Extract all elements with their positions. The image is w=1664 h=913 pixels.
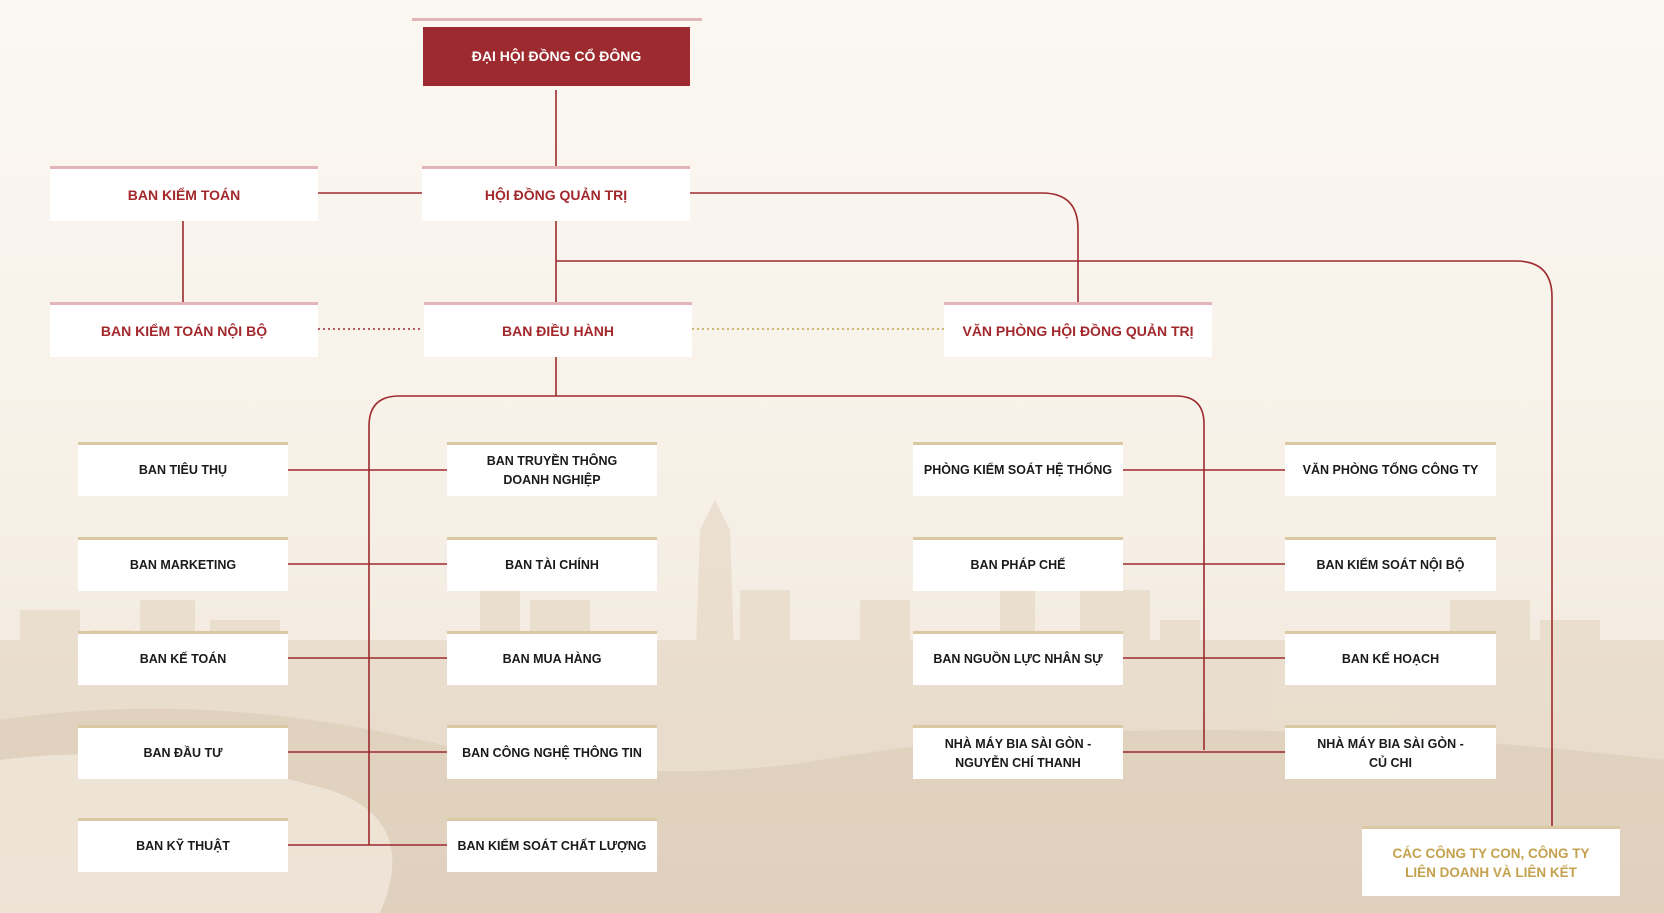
department-engineering-box: BAN KỸ THUẬT <box>78 818 288 872</box>
executive-board-box: BAN ĐIỀU HÀNH <box>424 302 692 357</box>
audit-committee-box: BAN KIỂM TOÁN <box>50 166 318 221</box>
department-quality-control-box: BAN KIỂM SOÁT CHẤT LƯỢNG <box>447 818 657 872</box>
department-human-resources-box: BAN NGUỒN LỰC NHÂN SỰ <box>913 631 1123 685</box>
brewery-cu-chi-box: NHÀ MÁY BIA SÀI GÒN - CỦ CHI <box>1285 725 1496 779</box>
department-legal-box: BAN PHÁP CHẾ <box>913 537 1123 591</box>
department-corporate-communications-box: BAN TRUYỀN THÔNG DOANH NGHIỆP <box>447 442 657 496</box>
shareholders-meeting-box: ĐẠI HỘI ĐỒNG CỔ ĐÔNG <box>423 27 690 86</box>
internal-audit-box: BAN KIỂM TOÁN NỘI BỘ <box>50 302 318 357</box>
top-accent-bar <box>412 18 702 21</box>
subsidiaries-box: CÁC CÔNG TY CON, CÔNG TY LIÊN DOANH VÀ LIÊN KẾT <box>1362 826 1620 896</box>
department-purchasing-box: BAN MUA HÀNG <box>447 631 657 685</box>
board-of-directors-box: HỘI ĐỒNG QUẢN TRỊ <box>422 166 690 221</box>
brewery-nguyen-chi-thanh-box: NHÀ MÁY BIA SÀI GÒN - NGUYỄN CHÍ THANH <box>913 725 1123 779</box>
department-accounting-box: BAN KẾ TOÁN <box>78 631 288 685</box>
department-marketing-box: BAN MARKETING <box>78 537 288 591</box>
department-sales-box: BAN TIÊU THỤ <box>78 442 288 496</box>
board-office-box: VĂN PHÒNG HỘI ĐỒNG QUẢN TRỊ <box>944 302 1212 357</box>
department-finance-box: BAN TÀI CHÍNH <box>447 537 657 591</box>
department-investment-box: BAN ĐẦU TƯ <box>78 725 288 779</box>
department-planning-box: BAN KẾ HOẠCH <box>1285 631 1496 685</box>
corporate-office-box: VĂN PHÒNG TỔNG CÔNG TY <box>1285 442 1496 496</box>
department-internal-control-box: BAN KIỂM SOÁT NỘI BỘ <box>1285 537 1496 591</box>
department-it-box: BAN CÔNG NGHỆ THÔNG TIN <box>447 725 657 779</box>
department-system-control-box: PHÒNG KIỂM SOÁT HỆ THỐNG <box>913 442 1123 496</box>
